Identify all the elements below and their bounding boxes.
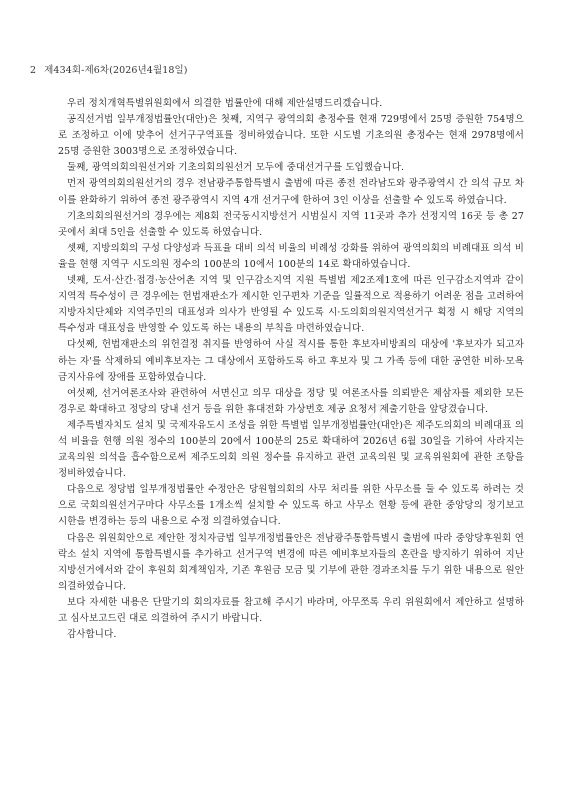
document-body — [58, 96, 524, 643]
paragraph: 보다 자세한 내용은 단말기의 회의자료를 참고해 주시기 바라며, 아무쪼록 우리 위원회에서 제안하고 설명하고 심사보고드린 대로 의결하여 주시기 바랍니다. — [58, 596, 524, 624]
session-info: 제434회-제6차(2026년4월18일) — [44, 65, 188, 76]
page-header — [30, 62, 188, 76]
paragraph: 먼저 광역의회의원선거의 경우 전남광주통합특별시 출범에 따른 종전 전라남도와 광주광역시 간 의석 규모 차이를 완화하기 위하여 종전 광주광역시 지역 4개 선거구에 한하여 3인 이상을 선출할 수 있도록 하였습니다. — [58, 178, 524, 206]
paragraph: 제주특별자치도 설치 및 국제자유도시 조성을 위한 특별법 일부개정법률안(대안)은 제주도의회의 비례대표 의석 비율을 현행 의원 정수의 100분의 20에서 100분의 25로 확대하여 2026년 6월 30일을 기하여 사라지는 교육의원 의석을 흡수함으로써 제주도의회 의원 정수를 유지하고 관련 교육의원 및 교육위원회에 관한 조항을 정비하였습니다. — [58, 419, 524, 480]
page-number: 2 — [30, 65, 37, 76]
paragraph: 여섯째, 선거여론조사와 관련하여 서면신고 의무 대상을 정당 및 여론조사를 의뢰받은 제삼자를 제외한 모든 경우로 확대하고 정당의 당내 선거 등을 위한 휴대전화 가상번호 제공 요청서 제출기한을 앞당겼습니다. — [58, 387, 524, 415]
paragraph: 다섯째, 헌법재판소의 위헌결정 취지를 반영하여 사실 적시를 통한 후보자비방죄의 대상에 '후보자가 되고자 하는 자'를 삭제하되 예비후보자는 그 대상에서 포함하도록 하고 후보자 및 그 가족 등에 대한 공연한 비하·모욕 금지사유에 장애를 포함하였습니다. — [58, 339, 524, 383]
paragraph: 감사합니다. — [67, 629, 117, 641]
paragraph: 다음은 위원회안으로 제안한 정치자금법 일부개정법률안은 전남광주통합특별시 출범에 따라 중앙당후원회 연락소 설치 지역에 통합특별시를 추가하고 선거구역 변경에 따른 예비후보자들의 혼란을 방지하기 위하여 지난 지방선거에서와 같이 후원회 회계책임자, 기존 후원금 모금 및 기부에 관한 경과조치를 두기 위한 내용으로 원안 의결하였습니다. — [58, 532, 524, 592]
paragraph: 다음으로 정당법 일부개정법률안 수정안은 당원협의회의 사무 처리를 위한 사무소를 둘 수 있도록 하려는 것으로 국회의원선거구마다 사무소를 1개소씩 설치할 수 있도록 하고 사무소 현황 등에 관한 중앙당의 정기보고 시한을 변경하는 등의 내용으로 수정 의결하였습니다. — [58, 484, 524, 528]
paragraph: 기초의회의원선거의 경우에는 제8회 전국동시지방선거 시범실시 지역 11곳과 추가 선정지역 16곳 등 총 27곳에서 최대 5인을 선출할 수 있도록 하였습니다. — [58, 210, 524, 238]
paragraph: 넷째, 도서·산간·접경·농산어촌 지역 및 인구감소지역 지원 특별법 제2조제1호에 따른 인구감소지역과 같이 지역적 특수성이 큰 경우에는 헌법재판소가 제시한 인구편차 기준을 일률적으로 적용하기 어려운 점을 고려하여 지방자치단체와 지역주민의 대표성과 의사가 반영될 수 있도록 시·도의회의원지역선거구 획정 시 해당 지역의 특수성과 대표성을 반영할 수 있도록 하는 내용의 부칙을 마련하였습니다. — [58, 275, 524, 335]
paragraph: 둘째, 광역의회의원선거와 기초의회의원선거 모두에 중대선거구를 도입했습니다. — [67, 162, 405, 174]
paragraph: 우리 정치개혁특별위원회에서 의결한 법률안에 대해 제안설명드리겠습니다. — [67, 98, 383, 109]
paragraph: 공직선거법 일부개정법률안(대안)은 첫째, 지역구 광역의회 총정수를 현재 729명에서 25명 증원한 754명으로 조정하고 이에 맞추어 선거구구역표를 정비하였습니다. 또한 시도별 기초의원 총정수는 현재 2978명에서 25명 증원한 3003명으로 조정하였습니다. — [58, 114, 524, 158]
watermark-logo-icon: ☑ — [345, 395, 387, 449]
paragraph: 셋째, 지방의회의 구성 다양성과 득표율 대비 의석 비율의 비례성 강화를 위하여 광역의회의 비례대표 의석 비율을 현행 지역구 시도의원 정수의 100분의 10에서 100분의 14로 확대하였습니다. — [58, 242, 524, 270]
